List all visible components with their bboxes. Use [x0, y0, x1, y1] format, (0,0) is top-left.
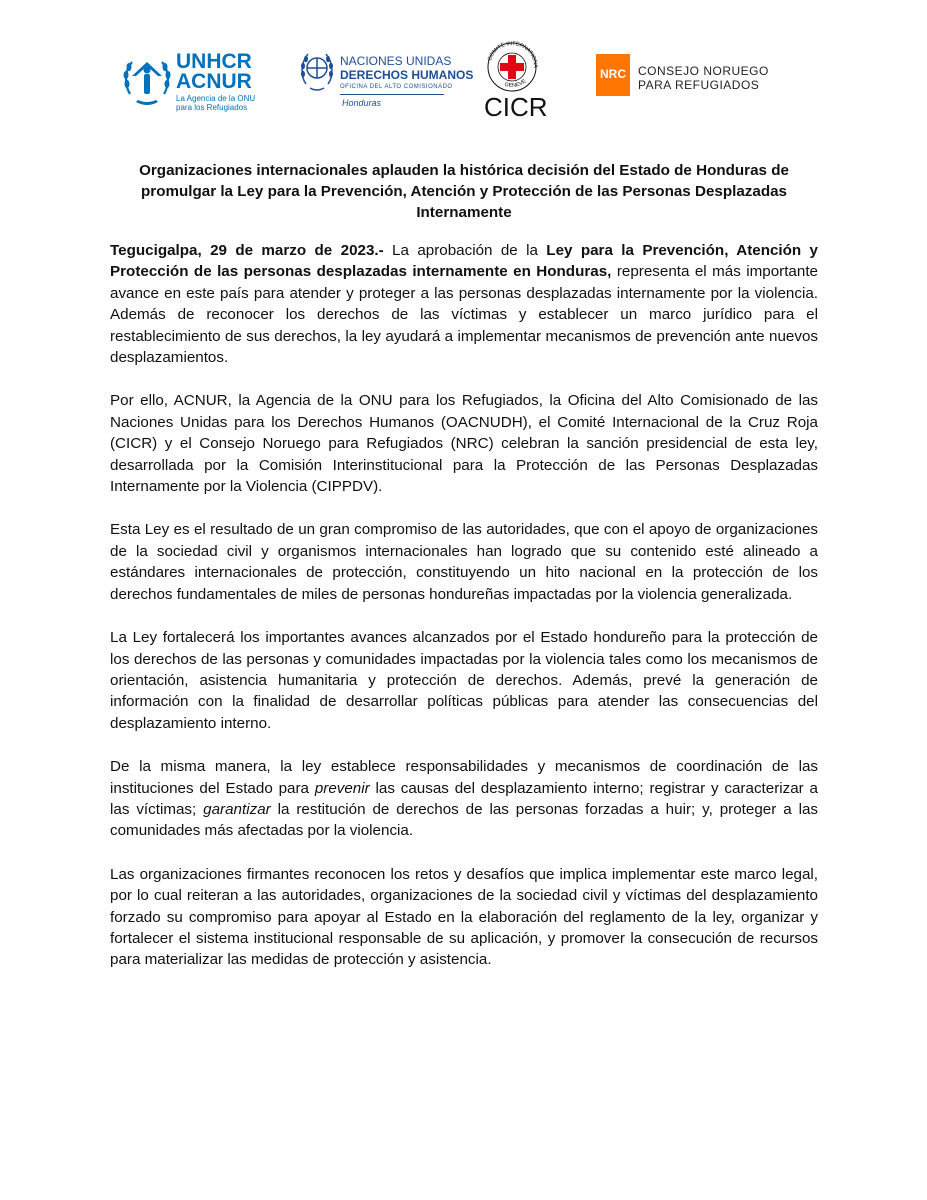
- icrc-logo: [478, 40, 558, 120]
- press-release: [110, 160, 818, 993]
- unhcr-emblem-icon: [122, 54, 172, 110]
- paragraph-5: [110, 756, 818, 842]
- unhcr-name: UNHCR: [176, 50, 252, 73]
- paragraph-3: Esta Ley es el resultado de un gran compromiso de las autoridades, que con el apoyo de organizaciones de la sociedad civil y organismos internacionales han logrado que su contenido esté alineado a estándares internacionales de protección, constituyendo un hito nacional en la protección de los derechos fundamentales de miles de personas hondureñas impactadas por la violencia generalizada.: [110, 521, 818, 603]
- un-laurel-emblem-icon: [298, 48, 336, 92]
- paragraph-2: Por ello, ACNUR, la Agencia de la ONU para los Refugiados, la Oficina del Alto Comisionado de las Naciones Unidas para los Derechos Humanos (OACNUDH), el Comité Internacional de la Cruz Roja (CICR) y el Consejo Noruego para Refugiados (NRC) celebran la sanción presidencial de esta ley, desarrollada por la Comisión Interinstitucional para la Protección de las Personas Desplazadas Internamente por la Violencia (CIPPDV).: [110, 392, 818, 496]
- ohchr-logo: [298, 46, 474, 118]
- unhcr-tagline-1: La Agencia de la ONU: [176, 94, 256, 103]
- nrc-box-text: NRC: [600, 67, 626, 81]
- paragraph-5-text-a: De la misma manera, la ley establece responsabilidades y mecanismos de coordinación de las instituciones del Estado para: [110, 758, 818, 797]
- ohchr-line-3: OFICINA DEL ALTO COMISIONADO: [340, 84, 453, 90]
- ohchr-line-1: NACIONES UNIDAS: [340, 54, 452, 68]
- unhcr-tagline-2: para los Refugiados: [176, 103, 248, 112]
- paragraph-5-text-c: la restitución de derechos de las personas forzadas a huir; y, proteger a las comunidades más afectadas por la violencia.: [110, 800, 818, 840]
- paragraph-1-text-a: La aprobación de la: [383, 242, 547, 259]
- nrc-line-2: PARA REFUGIADOS: [638, 78, 760, 92]
- icrc-ring-top: COMITÉ INTERNATIONA: [487, 40, 539, 69]
- icrc-ring-bottom: GENEVE: [503, 78, 528, 89]
- emphasis-garantizar: garantizar: [203, 800, 271, 818]
- paragraph-5-text-b: las causas del desplazamiento interno; registrar y caracterizar a las víctimas;: [110, 779, 818, 818]
- emphasis-prevenir: prevenir: [314, 779, 370, 797]
- acnur-name: ACNUR: [176, 70, 252, 93]
- icrc-name: CICR: [484, 92, 548, 122]
- dateline: Tegucigalpa, 29 de marzo de 2023.-: [110, 242, 384, 259]
- unhcr-logo: [122, 50, 262, 112]
- ohchr-country: Honduras: [342, 98, 382, 108]
- paragraph-4: La Ley fortalecerá los importantes avances alcanzados por el Estado hondureño para la protección de los derechos de las personas y comunidades impactadas por la violencia tales como los mecanismos de orientación, asistencia humanitaria y protección de derechos. Además, prevé la generación de información con la finalidad de desarrollar políticas públicas para atender las consecuencias del desplazamiento interno.: [110, 629, 818, 732]
- ohchr-divider: [340, 94, 444, 95]
- ohchr-line-2: DERECHOS HUMANOS: [340, 68, 474, 82]
- paragraph-1: [110, 240, 818, 368]
- paragraph-1-text-b: representa el más importante avance en este país para atender y proteger a las personas desplazadas internamente por la violencia. Además de reconocer los derechos de las víctimas y establecer un marco jurídico para el restablecimiento de sus derechos, la ley ayudará a implementar mecanismos de prevención ante nuevos desplazamientos.: [110, 263, 818, 367]
- logo-bar: [0, 40, 927, 130]
- paragraph-6: Las organizaciones firmantes reconocen los retos y desafíos que implica implementar este marco legal, por lo cual reiteran a las autoridades, organizaciones de la sociedad civil y víctimas del desplazamiento forzado su compromiso para apoyar al Estado en la elaboración del reglamento de la ley, organizar y fortalecer el sistema institucional responsable de su aplicación, y promover la consecución de recursos para materializar las medidas de protección y asistencia.: [110, 865, 818, 969]
- nrc-logo: [596, 54, 796, 98]
- law-name: Ley para la Prevención, Atención y Protección de las personas desplazadas internamente en Honduras,: [110, 242, 819, 281]
- page-title: Organizaciones internacionales aplauden la histórica decisión del Estado de Honduras de promulgar la Ley para la Prevención, Atención y Protección de las Personas Desplazadas Internamente: [139, 162, 789, 221]
- nrc-line-1: CONSEJO NORUEGO: [638, 64, 769, 78]
- red-cross-emblem-icon: [484, 40, 540, 94]
